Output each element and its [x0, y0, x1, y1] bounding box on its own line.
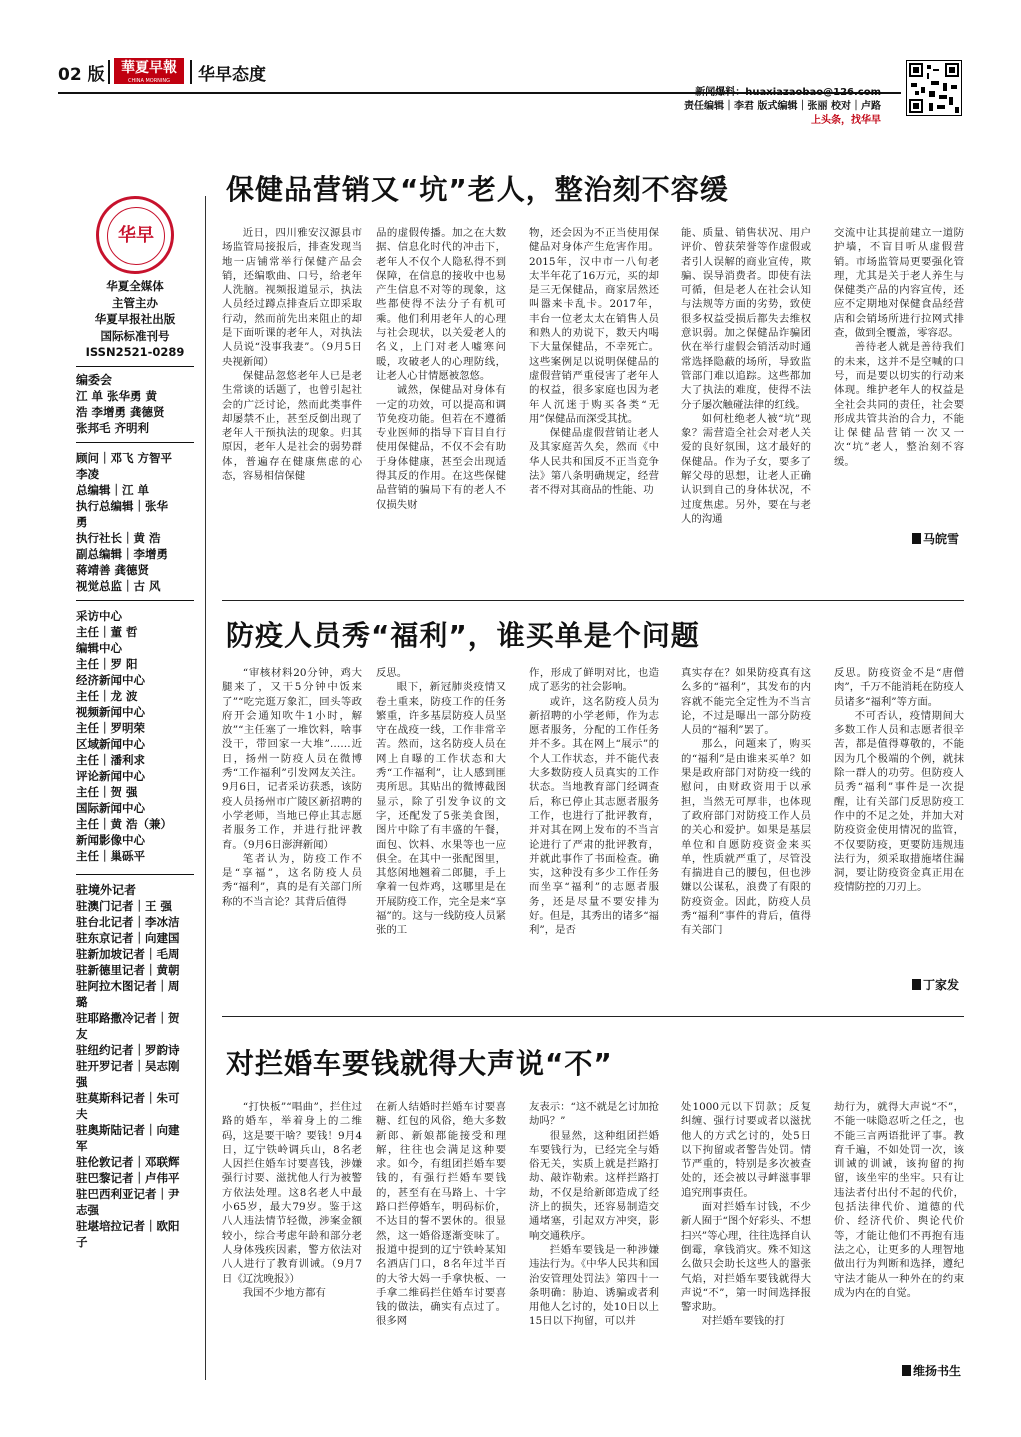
paragraph: 物，还会因为不正当使用保健品对身体产生危害作用。2015年，汉中市一八旬老太半年花了16万元，买的却是三无保健品，商家居然还叫嚣来卡乱卡。2017年，丰台一位老太太在销售人员和熟人的劝说下，数天内喝下大量保健品，不幸死亡。这些案例足以说明保健品的虚假营销严重侵害了老年人的权益，很多家庭也因为老年人沉迷于购买各类“无用”保健品而深受其扰。: [529, 227, 659, 425]
staff-line: 驻莫斯科记者｜朱可: [76, 1091, 180, 1105]
article-headline: 保健品营销又“坑”老人，整治刻不容缓: [226, 173, 729, 206]
sidebar-heading: 驻境外记者: [76, 883, 137, 897]
staff-line: 驻堪培拉记者｜欧阳: [76, 1219, 180, 1233]
paragraph: 近日，四川雅安汉源县市场监管局接报后，排查发现当地一店铺常举行保健产品会销，还编歌曲、口号，给老年人洗脑。视频报道显示，执法人员经过蹲点排查后立即采取行动，然而前先出来阻止的却是下面听课的老年人，对执法人员说“没事我妻”。（9月5日央视新闻）: [222, 227, 362, 368]
staff-line: 主任｜董 哲: [76, 625, 138, 639]
qr-code-icon[interactable]: [906, 60, 962, 116]
staff-line: 主任｜黄 浩（兼）: [76, 817, 173, 831]
staff-line: 主任｜贺 强: [76, 785, 138, 799]
staff-line: 强: [76, 1075, 88, 1089]
article-byline: 维扬书生: [902, 1362, 961, 1379]
paragraph: 交流中让其提前建立一道防护墙，不盲目听从虚假营销。市场监管局更要强化管理，尤其是关于老人养生与保健类产品的内容宣传，还应不定期地对保健食品经营店和会销场所进行拉网式排查，做到全覆盖，零容忍。: [834, 227, 964, 340]
publisher-seal-icon: [96, 196, 174, 274]
staff-line: 执行总编辑｜张华: [76, 499, 168, 513]
article-column: [376, 666, 506, 1006]
paragraph: 很显然，这种组团拦婚车要钱行为，已经完全与婚俗无关，实质上就是拦路打劫、敲诈勒索。这样拦路打劫，不仅是给新郎造成了经济上的损失，还容易制造交通堵塞，引起双方冲突，影响交通秩序。: [529, 1129, 659, 1242]
article-byline: 马皖雪: [912, 530, 959, 547]
staff-line: 驻新加坡记者｜毛周: [76, 947, 180, 961]
header-divider: [190, 60, 192, 84]
article-headline: 防疫人员秀“福利”，谁买单是个问题: [226, 619, 700, 652]
paragraph: 处1000元以下罚款；反复纠缠、强行讨要或者以滋扰他人的方式乞讨的，处5日以下拘留或者警告处罚。情节严重的，特别是多次被查处的，还会被以寻衅滋事罪追究刑事责任。: [681, 1101, 811, 1199]
article-column: [681, 1100, 811, 1385]
staff-line: 国际新闻中心: [76, 801, 145, 815]
staff-line: 子: [76, 1235, 88, 1249]
article-column: [222, 666, 362, 1006]
article-column: [222, 226, 362, 591]
staff-line: 浩 李增勇 龚德贤: [76, 405, 165, 419]
newspaper-logo: [114, 58, 184, 90]
paragraph: 眼下，新冠肺炎疫情又卷土重来，防疫工作的任务繁重，许多基层防疫人员坚守在战疫一线，工作非常辛苦。然而，这名防疫人员在网上自曝的工作状态和大秀“工作福利”，让人感到匪夷所思。其贴出的微博截图显示，除了引发争议的文字，还配发了5张美食图，图片中除了有丰盛的午餐，面包、饮料、水果等也一应俱全。在其中一张配图里，其悠闲地翘着二郎腿，手上拿着一包炸鸡，这哪里是在开展防疫工作，完全是来“享福”的。这与一线防疫人员紧张的工: [376, 681, 506, 937]
sidebar-divider: [76, 600, 194, 601]
paragraph: 友表示：“这不就是乞讨加抢劫吗？”: [529, 1101, 659, 1128]
article-column: [376, 1100, 506, 1385]
staff-line: 驻纽约记者｜罗韵诗: [76, 1043, 180, 1057]
hotline: 新闻爆料：huaxiazaobao@126.com: [695, 87, 881, 98]
paragraph: 劫行为，就得大声说“不”，不能一味隐忍听之任之，也不能三言两语批评了事。教育千遍，不如处罚一次，该训诫的训诫，该拘留的拘留，该坐牢的坐牢。只有让违法者付出付不起的代价，包括法律代价、道德的代价、经济代价、舆论代价等，才能让他们不再抱有违法之心，让更多的人理智地做出行为判断和选择，遵纪守法才能从一种外在的约束成为内在的自觉。: [834, 1101, 964, 1299]
article-column: [376, 226, 506, 591]
staff-line: 驻耶路撒冷记者｜贺: [76, 1011, 180, 1025]
staff-line: 驻奥斯陆记者｜向建: [76, 1123, 180, 1137]
paragraph: 作，形成了鲜明对比，也造成了恶劣的社会影响。: [529, 667, 659, 694]
news-centers: [76, 608, 194, 864]
paragraph: 不可否认，疫情期间大多数工作人员和志愿者很辛苦，都是值得尊敬的，不能因为几个极端的个例，就抹除一群人的功劳。但防疫人员秀“福利”事件是一次提醒，让有关部门反思防疫工作中的不足之处，并加大对防疫资金使用情况的监管，不仅要防疫，更要防违规违法行为，须采取措施堵住漏洞，要让防疫资金真正用在疫情防控的刀刃上。: [834, 709, 964, 894]
staff-line: 勇: [76, 515, 88, 529]
staff-line: 采访中心: [76, 609, 122, 623]
staff-line: 驻澳门记者｜王 强: [76, 899, 173, 913]
publisher-line: 华夏全媒体: [106, 279, 164, 293]
staff-line: 编辑中心: [76, 641, 122, 655]
staff-line: 驻开罗记者｜吴志刚: [76, 1059, 180, 1073]
publisher-line: 国际标准刊号: [100, 328, 170, 343]
publisher-line: ISSN2521-0289: [85, 345, 185, 359]
sidebar-divider: [76, 442, 194, 443]
paragraph: 那么，问题来了，购买的“福利”是由谁来买单？如果是政府部门对防疫一线的慰问，由财政资用于以承担，当然无可厚非，也体现了政府部门对防疫工作人员的关心和爱护。如果是基层单位和自愿防疫资金来买单，性质就严重了，尽管没有揣进自己的腰包，但也涉嫌以公谋私，浪费了有限的防疫资金。因此，防疫人员秀“福利”事件的背后，值得有关部门: [681, 738, 811, 937]
sidebar-divider: [76, 874, 194, 875]
article-column: [529, 666, 659, 1006]
paragraph: 反思。: [376, 667, 408, 679]
paragraph: 笔者认为，防疫工作不是“享福”，这名防疫人员秀“福利”，真的是有关部门所称的不当言论？其背后值得: [222, 852, 362, 908]
paragraph: 面对拦婚车讨钱，不少新人囿于“图个好彩头、不想扫兴”等心理，往往选择自认倒霉，拿钱消灾。殊不知这么做只会助长这些人的嚣张气焰，对拦婚车要钱就得大声说“不”，第一时间选择报警求助。: [681, 1201, 811, 1314]
staff-line: 驻阿拉木图记者｜周: [76, 979, 180, 993]
paragraph: 在新人结婚时拦婚车讨要喜糖、红包的风俗，绝大多数新郎、新娘都能接受和理解，往往也会满足这种要求。如今，有组团拦婚车要钱的，有强行拦婚车要钱的，甚至有在马路上、十字路口拦停婚车，明码标价，不达目的誓不罢休的。很显然，这一婚俗逐渐变味了。报道中提到的辽宁铁岭某知名酒店门口，8名年过半百的大爷大妈一手拿快板、一手拿二维码拦住婚车讨要喜钱的做法，确实有点过了。很多网: [376, 1101, 506, 1328]
staff-line: 主任｜潘利求: [76, 753, 145, 767]
staff-line: 军: [76, 1139, 88, 1153]
staff-line: 总编辑｜江 单: [76, 483, 150, 497]
staff-line: 驻新德里记者｜黄朝: [76, 963, 180, 977]
paragraph: 或许，这名防疫人员为新招聘的小学老师，作为志愿者服务，分配的工作任务并不多。其在网上“展示”的个人工作状态，并不能代表大多数防疫人员真实的工作状态。当地教育部门经调查后，称已停止其志愿者服务工作，也进行了批评教育，并对其在网上发布的不当言论进行了严肃的批评教育，并就此事作了书面检查。确实，这种没有多少工作任务而坐享“福利”的志愿者服务，还是尽量不要安排为好。但是，其秀出的诸多“福利”，是否: [529, 695, 659, 937]
paragraph: “审核材料20分钟，鸡大腿来了，又干5分钟中饭来了”“吃完逛万象汇，回头等政府开会通知吹牛1小时，解放”“主任塞了一堆饮料，啥事没干，带回家一大堆”……近日，扬州一防疫人员在微博秀“工作福利”引发网友关注。9月6日，记者采访获悉，该防疫人员扬州市广陵区新招聘的小学老师，当地已停止其志愿者服务工作，并进行批评教育。（9月6日澎湃新闻）: [222, 667, 362, 851]
article-headline: 对拦婚车要钱就得大声说“不”: [226, 1047, 613, 1080]
publisher-line: 华夏早报社出版: [94, 312, 176, 326]
paragraph: 保健品虚假营销让老人及其家庭苦久矣，然而《中华人民共和国反不正当竞争法》第八条明确规定，经营者不得对其商品的性能、功: [529, 427, 659, 497]
paragraph: 能、质量、销售状况、用户评价、曾获荣誉等作虚假或者引人误解的商业宣传，欺骗、误导消费者。即使有法可循，但是老人在社会认知与法规等方面的劣势，致使很多权益受损后都失去维权意识弱。加之保健品诈骗团伙在举行虚假会销活动时通常选择隐蔽的场所，导致监管部门难以追踪。这些都加大了执法的难度，使得不法分子屡次触碰法律的红线。: [681, 227, 811, 411]
article-column: [834, 1100, 964, 1350]
paragraph: 拦婚车要钱是一种涉嫌违法行为。《中华人民共和国治安管理处罚法》第四十一条明确：胁迫、诱骗或者利用他人乞讨的，处10日以上15日以下拘留，可以并: [529, 1243, 659, 1328]
staff-line: 驻东京记者｜向建国: [76, 931, 180, 945]
paragraph: 我国不少地方都有: [242, 1286, 326, 1299]
staff-line: 志强: [76, 1203, 99, 1217]
article-column: [834, 226, 964, 526]
article-column: [681, 666, 811, 1006]
staff-line: 新闻影像中心: [76, 833, 145, 847]
staff-line: 李凌: [76, 467, 99, 481]
staff-line: 驻伦敦记者｜邓联辉: [76, 1155, 180, 1169]
editor-credits: 责任编辑｜李君 版式编辑｜张丽 校对｜卢路: [684, 101, 881, 112]
foreign-correspondents: [76, 882, 194, 1250]
paragraph: 如何杜绝老人被“坑”现象？需营造全社会对老人关爱的良好氛围，这才最好的保健品。作为子女，要多了解父母的思想，让老人正确认识到自己的身体状况，不过度焦虑。另外，要在与老人的沟通: [681, 412, 811, 525]
article-column: [834, 666, 964, 971]
article-divider: [222, 600, 964, 601]
staff-line: 主任｜罗明荣: [76, 721, 145, 735]
staff-line: 执行社长｜黄 浩: [76, 531, 161, 545]
staff-line: 张邦毛 齐明利: [76, 421, 150, 435]
staff-line: 视觉总监｜古 风: [76, 579, 161, 593]
page-number: 02 版: [58, 65, 105, 85]
header-divider: [108, 60, 110, 84]
staff-line: 副总编辑｜李增勇: [76, 547, 168, 561]
slogan: 上头条，找华早: [811, 115, 881, 126]
staff-line: 驻台北记者｜李冰洁: [76, 915, 180, 929]
article-column: [529, 226, 659, 591]
paragraph: 善待老人就是善待我们的未来，这并不是空喊的口号，而是要以切实的行动来体现。维护老年人的权益是全社会共同的责任，社会要形成共管共治的合力，不能让保健品营销一次又一次“坑”老人，整治刻不容缓。: [834, 341, 964, 468]
paragraph: 诚然，保健品对身体有一定的功效，可以提高和调节免疫功能。但若在不遵循专业医师的指导下盲目自行使用保健品，不仅不会有助于身体健康，甚至会出现适得其反的作用。在这些保健品营销的骗局下有的老人不仅损失财: [376, 384, 506, 511]
sidebar-divider: [76, 366, 194, 367]
publisher-info: [76, 278, 194, 361]
article-byline: 丁家发: [912, 976, 959, 993]
staff-line: 视频新闻中心: [76, 705, 145, 719]
staff-line: 评论新闻中心: [76, 769, 145, 783]
editorial-board: [76, 372, 194, 436]
paragraph: 品的虚假传播。加之在大数据、信息化时代的冲击下，老年人不仅个人隐私得不到保障，在信息的接收中也易产生信息不对等的现象，这些都使得不法分子有机可乘。他们利用老年人的心理与社会现状，以关爱老人的名义，上门对老人嘘寒问暖，攻破老人的心理防线，让老人心甘情愿被忽悠。: [376, 227, 506, 382]
staff-line: 江 单 张华勇 黄: [76, 389, 158, 403]
article-column: [529, 1100, 659, 1385]
sidebar-heading: 编委会: [76, 373, 113, 387]
article-column: [681, 226, 811, 591]
staff-line: 驻巴西利亚记者｜尹: [76, 1187, 180, 1201]
sidebar-column-rule: [205, 196, 206, 1380]
staff-line: 经济新闻中心: [76, 673, 145, 687]
logo-subtext: CHINA MORNING NEWSPAPER: [127, 78, 171, 90]
staff-line: 蒋靖善 龚德贤: [76, 563, 150, 577]
seal-text: 华早: [107, 207, 165, 265]
management-list: [76, 450, 194, 594]
staff-line: 区域新闻中心: [76, 737, 145, 751]
staff-line: 友: [76, 1027, 88, 1041]
staff-line: 主任｜罗 阳: [76, 657, 138, 671]
article-divider: [222, 1016, 964, 1017]
paragraph: 反思。防疫资金不是“唐僧肉”，千万不能消耗在防疫人员诸多“福利”等方面。: [834, 667, 964, 708]
section-title: 华早态度: [198, 65, 266, 85]
staff-line: 驻巴黎记者｜卢伟平: [76, 1171, 180, 1185]
staff-line: 主任｜巢砾平: [76, 849, 145, 863]
publisher-line: 主管主办: [112, 295, 158, 310]
staff-line: 顾问｜邓飞 方智平: [76, 451, 173, 465]
staff-line: 主任｜龙 波: [76, 689, 138, 703]
staff-line: 夫: [76, 1107, 88, 1121]
paragraph: 保健品忽悠老年人已是老生常谈的话题了，也曾引起社会的广泛讨论，然而此类事件却屡禁不止，甚至反倒出现了老年人干预执法的现象。归其原因，老年人是社会的弱势群体，普遍存在健康焦虑的心态，容易相信保健: [222, 369, 362, 483]
paragraph: 真实存在？如果防疫真有这么多的“福利”，其发布的内容就不能完全定性为不当言论，不过是曝出一部分防疫人员的“福利”罢了。: [681, 667, 811, 737]
staff-line: 璐: [76, 995, 88, 1009]
paragraph: “打快板”“唱曲”，拦住过路的婚车，举着身上的二维码，这是要干啥？要钱！9月4日，辽宁铁岭调兵山，8名老人因拦住婚车讨要喜钱，涉嫌强行讨要、滋扰他人行为被警方依法处理。这8名老人中最小65岁，最大79岁。鉴于这八人违法情节轻微，涉案金额较小，综合考虑年龄和部分老人身体残疾因素，警方依法对八人进行了教育训诫。（9月7日《辽沈晚报》）: [222, 1101, 362, 1285]
article-column: [222, 1100, 362, 1385]
logo-text: 華夏早報: [121, 60, 177, 76]
paragraph: 对拦婚车要钱的打: [701, 1315, 785, 1328]
